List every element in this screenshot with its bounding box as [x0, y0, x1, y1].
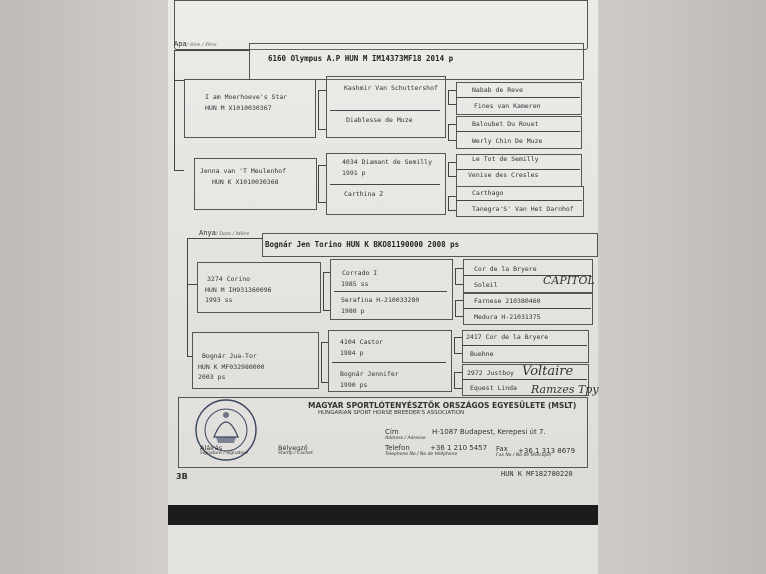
sire-connector — [174, 80, 184, 81]
dam-g1-2-line3: 2003 ps — [198, 373, 226, 381]
sire-g2-2-line3: Carthina Z — [344, 190, 384, 198]
dam-g3-3: Farnese 210380460 — [474, 297, 541, 305]
handwritten-voltaire: Voltaire — [522, 364, 574, 379]
sire-g3-divider — [456, 131, 580, 132]
sire-g3-divider — [456, 169, 580, 170]
dam-g3-5: 2417 Cor de la Bryere — [466, 333, 549, 341]
dam-g2-2-line4: 1990 ps — [340, 381, 368, 389]
sire-connector — [448, 124, 449, 140]
sire-connector — [448, 162, 449, 176]
dam-connector — [455, 316, 463, 317]
dam-g2-2-divider — [332, 362, 446, 363]
sire-g2-2-line1: 4034 Diamant de Semilly — [342, 158, 433, 166]
dam-g1-2-line2: HUN K MF032980000 — [198, 363, 265, 371]
dam-connector — [323, 272, 324, 310]
dam-connector — [455, 300, 456, 316]
phone-sub: Telephone No / No de téléphone — [385, 452, 458, 457]
sire-connector — [318, 202, 326, 203]
sire-connector — [448, 90, 456, 91]
phone-value: +36 1 210 5457 — [430, 444, 488, 452]
dam-g3-7: 2972 Justboy — [467, 369, 514, 377]
dark-edge — [168, 505, 598, 525]
handwritten-ramzes: Ramzes Tpy — [531, 383, 599, 396]
dam-g1-1-line2: HUN M IH931360096 — [205, 286, 272, 294]
sire-label — [174, 40, 217, 48]
dam-connector — [454, 388, 462, 389]
dam-g3-divider — [462, 345, 587, 346]
dam-g2-2-line3: Bognár Jennifer — [340, 370, 399, 378]
sire-g2-1-divider — [330, 110, 440, 111]
dam-g3-divider — [462, 379, 587, 380]
background-right — [596, 0, 766, 574]
sire-g3-5: Le Tot de Semilly — [472, 155, 539, 163]
sire-label-text: Apa — [174, 40, 187, 48]
sire-g3-8: Tanegra'S' Van Het Darnhof — [472, 205, 574, 213]
sire-connector — [448, 196, 449, 210]
fax-label: Fax — [496, 445, 508, 453]
sire-connector — [448, 210, 456, 211]
association-subname: HUNGARIAN SPORT HORSE BREEDER'S ASSOCIATION — [318, 410, 465, 416]
stamp-label: Bélyegző — [278, 444, 308, 452]
dam-title: Bognár Jen Torino HUN K BKO81190000 2008 ps — [265, 240, 460, 249]
dam-connector — [454, 372, 462, 373]
sire-connector — [448, 176, 456, 177]
lower-paper — [168, 525, 598, 574]
sire-connector — [448, 104, 456, 105]
dam-g2-1-divider — [334, 291, 447, 292]
sire-connector — [448, 196, 456, 197]
dam-label-text: Anya — [199, 229, 216, 237]
dam-connector — [187, 238, 188, 356]
document-number: HUN K MF182780220 — [501, 470, 573, 478]
sire-g2-2-line2: 1991 p — [342, 169, 366, 177]
handwritten-capitol: CAPITOL — [543, 274, 595, 287]
sire-g1-2-reg: HUN K X1010030368 — [212, 178, 279, 186]
sire-g2-1-line1: Kashmir Van Schuttershof — [344, 84, 438, 92]
dam-connector — [454, 337, 462, 338]
sire-connector — [174, 50, 250, 51]
association-name: MAGYAR SPORTLÓTENYÉSZTŐK ORSZÁGOS EGYESÜLETE (MSLT) — [308, 401, 577, 410]
sire-connector — [318, 90, 319, 130]
stamp-sub: Stamp / Cachet — [278, 451, 313, 456]
sire-g3-divider — [456, 97, 580, 98]
sire-connector — [448, 124, 456, 125]
dam-g3-8: Equest Linda — [470, 384, 517, 392]
sire-connector — [174, 170, 184, 171]
dam-connector — [455, 284, 463, 285]
sire-label-sub: / Sire / Père — [186, 42, 217, 48]
dam-connector — [323, 272, 330, 273]
dam-g3-6: Buehne — [470, 350, 494, 358]
fax-value: +36 1 313 8679 — [518, 447, 576, 455]
sire-title: 6160 Olympus A.P HUN M IM14373MF18 2014 p — [268, 54, 454, 63]
sire-connector — [448, 140, 456, 141]
dam-g1-2-line1: Bognár Jua-Tor — [202, 352, 257, 360]
page-number: 3B — [176, 472, 188, 481]
dam-connector — [455, 268, 456, 284]
sire-g3-3: Baloubet Du Rouet — [472, 120, 539, 128]
dam-g2-1-line3: Serafina H-210033280 — [341, 296, 420, 304]
background-left — [0, 0, 168, 574]
dam-g1-1-line3: 1993 ss — [205, 296, 233, 304]
sire-connector — [318, 165, 319, 203]
dam-label-sub: / Dam / Mère — [215, 231, 250, 237]
dam-connector — [454, 337, 455, 353]
sire-connector — [318, 129, 326, 130]
sire-connector — [448, 162, 456, 163]
sire-connector — [448, 90, 449, 104]
dam-g3-1: Cor de la Bryere — [474, 265, 537, 273]
dam-connector — [187, 284, 197, 285]
sire-g1-2-name: Jenna van 'T Meulenhof — [200, 167, 287, 175]
address-value: H-1087 Budapest, Kerepesi út 7. — [432, 428, 546, 436]
dam-connector — [323, 310, 330, 311]
dam-g2-2-line2: 1984 p — [340, 349, 364, 357]
phone-label: Telefon — [385, 444, 410, 452]
dam-g3-4: Medura H-21031375 — [474, 313, 541, 321]
sire-g3-divider — [456, 200, 582, 201]
dam-g2-1-line4: 1980 p — [341, 307, 365, 315]
sire-g1-1-reg: HUN M X1010030367 — [205, 104, 272, 112]
dam-connector — [454, 372, 455, 388]
address-sub: Address / Adresse — [385, 436, 426, 441]
sire-g3-7: Carthago — [472, 189, 504, 197]
fax-sub: Fax No / No de télécopie — [496, 453, 552, 458]
dam-connector — [321, 382, 328, 383]
dam-g2-1-line1: Corrado I — [342, 269, 378, 277]
dam-connector — [454, 353, 462, 354]
dam-g3-divider — [463, 308, 591, 309]
dam-g2-2-line1: 4104 Castor — [340, 338, 384, 346]
signature-sub: Signature / Signature — [200, 451, 248, 456]
sire-connector — [318, 90, 326, 91]
dam-g3-2: Soleil — [474, 281, 498, 289]
dam-g1-1-line1: 3274 Corino — [207, 275, 251, 283]
dam-connector — [455, 268, 463, 269]
sire-g2-2-divider — [330, 184, 440, 185]
signature-label: Aláírás — [200, 444, 223, 452]
sire-connector — [174, 50, 175, 170]
address-label: Cím — [385, 428, 399, 436]
dam-connector — [321, 342, 328, 343]
dam-connector — [187, 238, 263, 239]
sire-g3-1: Nabab de Reve — [472, 86, 523, 94]
dam-label — [199, 229, 249, 237]
sire-g3-6: Venise des Cresles — [468, 171, 539, 179]
dam-connector — [455, 300, 463, 301]
dam-g2-1-line2: 1985 ss — [341, 280, 369, 288]
sire-connector — [318, 165, 326, 166]
sire-g2-1-line2: Diablesse de Muze — [346, 116, 413, 124]
dam-connector — [321, 342, 322, 382]
sire-g3-4: Werly Chin De Muze — [472, 137, 543, 145]
sire-g1-1-name: I am Moerhoeve's Star — [205, 93, 288, 101]
sire-g3-2: Fines van Kameren — [474, 102, 541, 110]
